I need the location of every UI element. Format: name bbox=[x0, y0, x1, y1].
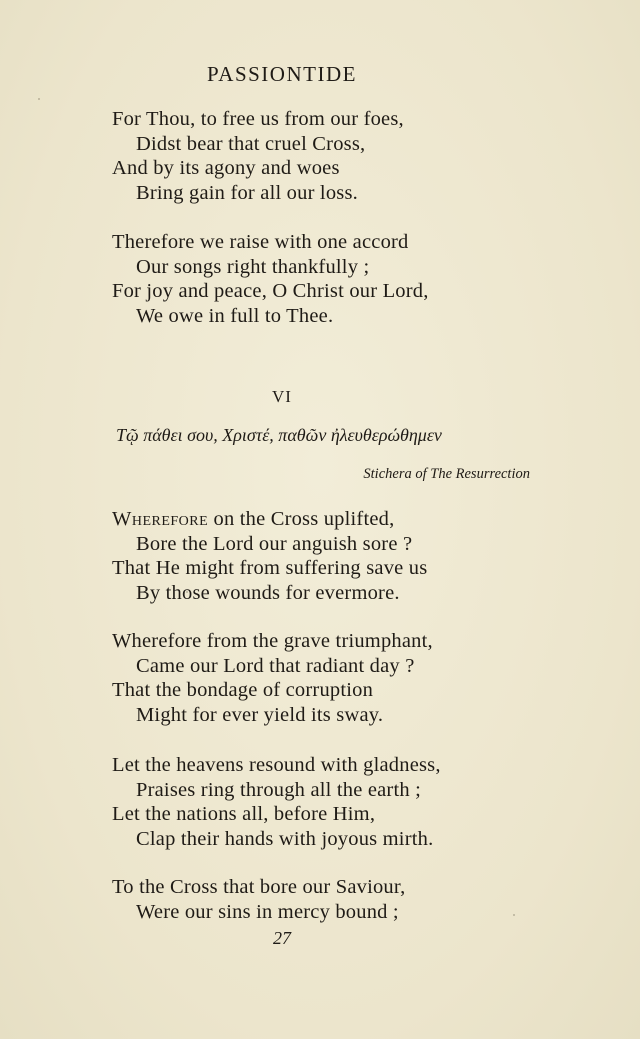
verse-line: Didst bear that cruel Cross, bbox=[136, 132, 366, 155]
source-attribution: Stichera of The Resurrection bbox=[363, 466, 530, 482]
greek-epigraph: Τῷ πάθει σου, Χριστέ, παθῶν ἠλευθερώθημεν bbox=[116, 425, 442, 445]
stanza-2 bbox=[112, 230, 429, 328]
verse-line: Let the heavens resound with gladness, bbox=[112, 754, 441, 776]
verse-line bbox=[112, 507, 427, 532]
page-number: 27 bbox=[273, 928, 291, 948]
verse-line: Praises ring through all the earth ; bbox=[136, 778, 422, 801]
verse-line: Therefore we raise with one accord bbox=[112, 231, 409, 253]
verse-line: We owe in full to Thee. bbox=[136, 304, 334, 327]
verse-line: Let the nations all, before Him, bbox=[112, 803, 376, 826]
running-head: PASSIONTIDE bbox=[207, 62, 357, 86]
verse-line: By those wounds for evermore. bbox=[136, 581, 400, 604]
section-number: VI bbox=[272, 387, 292, 406]
paper-speck bbox=[186, 591, 188, 593]
paper-speck bbox=[513, 914, 515, 916]
hymn-stanza-3 bbox=[112, 753, 441, 851]
verse-line: That He might from suffering save us bbox=[112, 557, 428, 580]
hymn-stanza-4 bbox=[112, 875, 405, 924]
verse-line: And by its agony and woes bbox=[112, 157, 340, 180]
verse-line: Bore the Lord our anguish sore ? bbox=[136, 532, 413, 555]
verse-line: For joy and peace, O Christ our Lord, bbox=[112, 280, 429, 303]
hymn-stanza-1 bbox=[112, 507, 427, 605]
hymn-stanza-2 bbox=[112, 629, 433, 727]
opening-word: Wherefore bbox=[112, 508, 209, 530]
verse-line: Might for ever yield its sway. bbox=[136, 703, 384, 726]
verse-line: That the bondage of corruption bbox=[112, 679, 374, 702]
stanza-1 bbox=[112, 107, 404, 205]
paper-speck bbox=[38, 98, 40, 100]
verse-line: For Thou, to free us from our foes, bbox=[112, 108, 404, 130]
verse-line: Clap their hands with joyous mirth. bbox=[136, 827, 434, 850]
verse-line: To the Cross that bore our Saviour, bbox=[112, 876, 406, 898]
verse-line: Bring gain for all our loss. bbox=[136, 181, 358, 204]
verse-line: Were our sins in mercy bound ; bbox=[136, 900, 399, 923]
verse-line: Our songs right thankfully ; bbox=[136, 255, 370, 278]
opening-line-rest: on the Cross uplifted, bbox=[208, 508, 395, 530]
verse-line: Wherefore from the grave triumphant, bbox=[112, 630, 433, 652]
verse-line: Came our Lord that radiant day ? bbox=[136, 654, 415, 677]
